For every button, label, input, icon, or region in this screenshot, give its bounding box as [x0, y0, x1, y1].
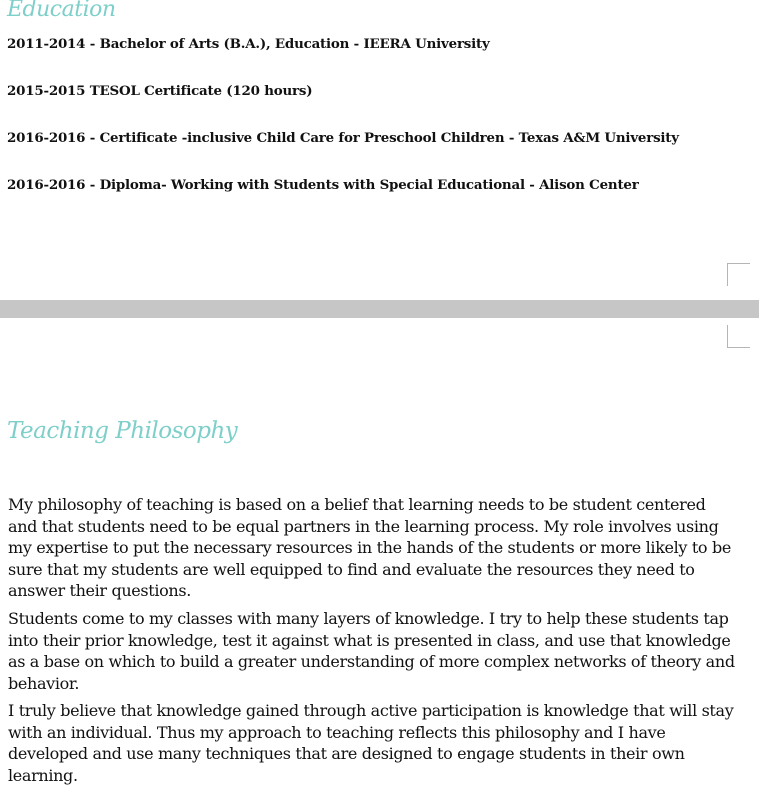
page-margin-corner-mark — [727, 325, 750, 348]
education-entry: 2011-2014 - Bachelor of Arts (B.A.), Education - IEERA University — [7, 36, 490, 52]
page-margin-corner-mark — [727, 263, 750, 286]
education-entry: 2015-2015 TESOL Certificate (120 hours) — [7, 83, 313, 99]
philosophy-paragraph: I truly believe that knowledge gained through active participation is knowledge that will stay with an individual. Thus my approach to teaching reflects this philosophy and I have developed and use many techniques that are designed to engage students in their own learning. — [8, 701, 734, 785]
education-entry: 2016-2016 - Diploma- Working with Students with Special Educational - Alison Center — [7, 177, 639, 193]
document-page-upper — [0, 0, 759, 300]
education-heading: Education — [7, 0, 116, 22]
teaching-philosophy-heading: Teaching Philosophy — [7, 418, 238, 444]
education-entry: 2016-2016 - Certificate -inclusive Child Care for Preschool Children - Texas A&M University — [7, 130, 679, 146]
philosophy-paragraph: My philosophy of teaching is based on a belief that learning needs to be student centered and that students need to be equal partners in the learning process. My role involves using my expertise to put the necessary resources in the hands of the students or more likely to be sure that my students are well equipped to find and evaluate the resources they need to answer their questions. — [8, 495, 731, 600]
document-page-lower — [0, 318, 759, 786]
page-break-gap — [0, 300, 759, 318]
philosophy-paragraph: Students come to my classes with many layers of knowledge. I try to help these students tap into their prior knowledge, test it against what is presented in class, and use that knowledge as a base on which to build a greater understanding of more complex networks of theory and behavior. — [8, 609, 735, 693]
